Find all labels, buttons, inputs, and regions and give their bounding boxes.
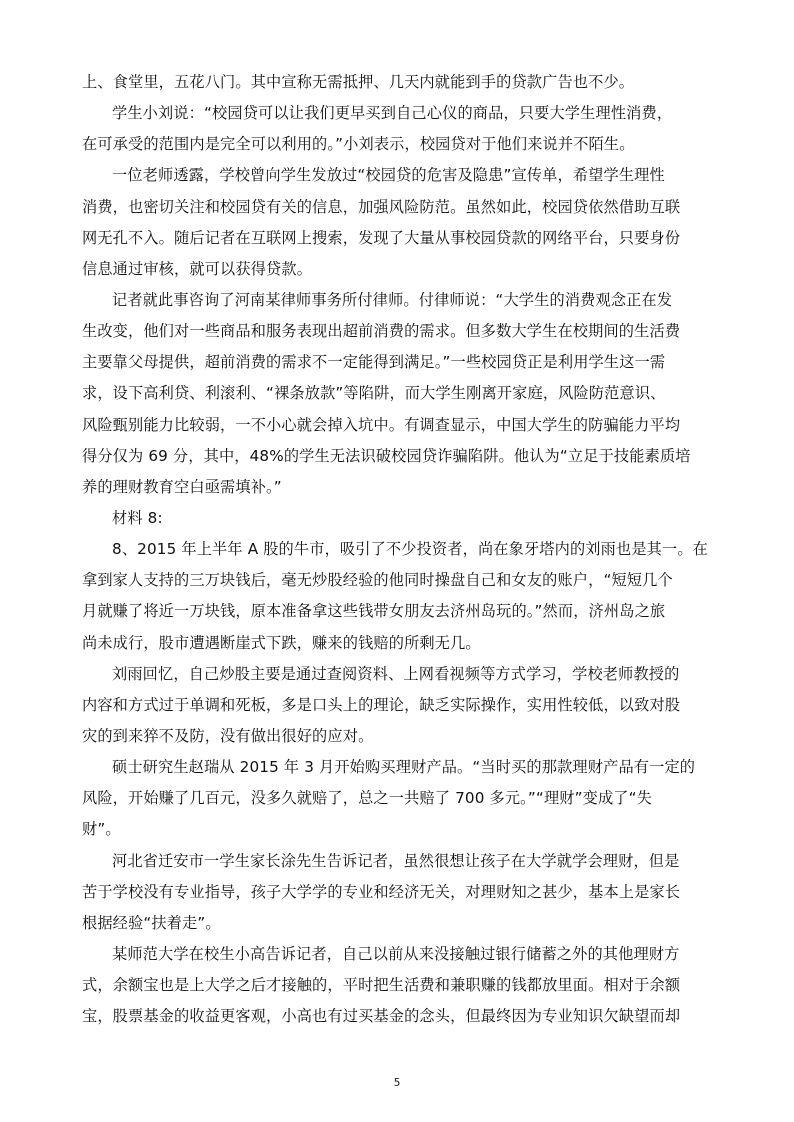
text-line: 拿到家人支持的三万块钱后，毫无炒股经验的他同时操盘自己和女友的账户，“短短几个 <box>82 571 673 590</box>
text-line: 月就赚了将近一万块钱，原本准备拿这些钱带女朋友去济州岛玩的。”然而，济州岛之旅 <box>82 602 666 621</box>
text-line: 网无孔不入。随后记者在互联网上搜索，发现了大量从事校园贷款的网络平台，只要身份 <box>82 228 681 247</box>
text-line: 得分仅为 69 分，其中，48%的学生无法识破校园贷诈骗陷阱。他认为“立足于技能素质培 <box>82 446 691 465</box>
text-line: 主要靠父母提供，超前消费的需求不一定能得到满足。”一些校园贷正是利用学生这一需 <box>82 353 666 372</box>
text-line: 内容和方式过于单调和死板，多是口头上的理论，缺乏实际操作，实用性较低，以致对股 <box>82 695 681 714</box>
text-line: 养的理财教育空白亟需填补。” <box>82 477 282 496</box>
page-number: 5 <box>393 1076 401 1089</box>
text-line: 根据经验“扶着走”。 <box>82 913 221 932</box>
document-body <box>82 67 712 1032</box>
text-line: 灾的到来猝不及防，没有做出很好的应对。 <box>82 726 374 745</box>
text-line: 生改变，他们对一些商品和服务表现出超前消费的需求。但多数大学生在校期间的生活费 <box>82 322 681 341</box>
text-line: 刘雨回忆，自己炒股主要是通过查阅资料、上网看视频等方式学习，学校老师教授的 <box>112 664 680 683</box>
text-line: 上、食堂里，五花八门。其中宣称无需抵押、几天内就能到手的贷款广告也不少。 <box>82 73 635 91</box>
text-line: 宝，股票基金的收益更客观，小高也有过买基金的念头，但最终因为专业知识欠缺望而却 <box>82 1007 681 1026</box>
text-line: 信息通过审核，就可以获得贷款。 <box>82 259 313 278</box>
text-line: 求，设下高利贷、利滚利、“裸条放款”等陷阱，而大学生刚离开家庭，风险防范意识、 <box>82 384 666 403</box>
text-line: 尚未成行，股市遭遇断崖式下跌，赚来的钱赔的所剩无几。 <box>82 633 481 652</box>
text-line: 财”。 <box>82 820 121 839</box>
text-line: 学生小刘说：“校园贷可以让我们更早买到自己心仪的商品，只要大学生理性消费， <box>112 104 673 123</box>
text-line: 记者就此事咨询了河南某律师事务所付律师。付律师说：“大学生的消费观念正在发 <box>112 290 673 309</box>
text-line: 风险甄别能力比较弱，一不小心就会掉入坑中。有调查显示，中国大学生的防骗能力平均 <box>82 415 681 434</box>
text-line: 河北省迁安市一学生家长涂先生告诉记者，虽然很想让孩子在大学就学会理财，但是 <box>112 851 680 870</box>
text-line: 风险，开始赚了几百元，没多久就赔了，总之一共赔了 700 多元。”“理财”变成了“失 <box>82 789 653 808</box>
text-line: 材料 8: <box>112 508 163 527</box>
text-line: 在可承受的范围内是完全可以利用的。”小刘表示，校园贷对于他们来说并不陌生。 <box>82 135 635 154</box>
text-line: 一位老师透露，学校曾向学生发放过“校园贷的危害及隐患”宣传单，希望学生理性 <box>112 166 665 185</box>
text-line: 消费，也密切关注和校园贷有关的信息，加强风险防范。虽然如此，校园贷依然借助互联 <box>82 197 681 216</box>
text-line: 式，余额宝也是上大学之后才接触的，平时把生活费和兼职赚的钱都放里面。相对于余额 <box>82 976 681 995</box>
text-line: 某师范大学在校生小高告诉记者，自己以前从来没接触过银行储蓄之外的其他理财方 <box>112 944 680 963</box>
text-line: 8、2015 年上半年 A 股的牛市，吸引了不少投资者，尚在象牙塔内的刘雨也是其一。在 <box>112 540 709 559</box>
text-line: 苦于学校没有专业指导，孩子大学学的专业和经济无关，对理财知之甚少，基本上是家长 <box>82 882 681 901</box>
text-line: 硕士研究生赵瑞从 2015 年 3 月开始购买理财产品。“当时买的那款理财产品有一定的 <box>112 758 696 777</box>
